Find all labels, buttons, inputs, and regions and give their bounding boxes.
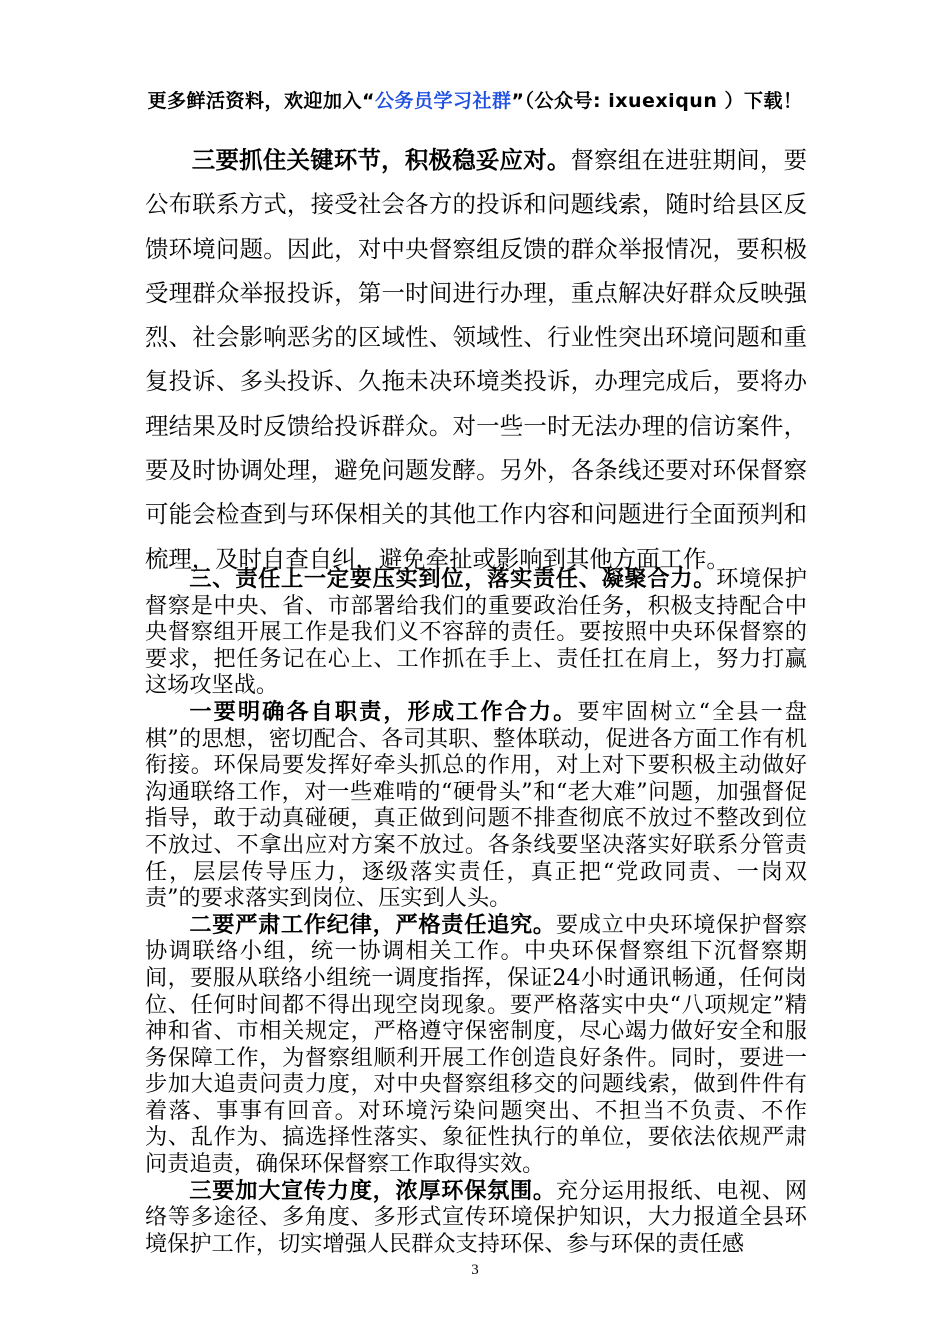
paragraph <box>145 912 807 1178</box>
paragraph-heading: 一要明确各自职责，形成工作合力。 <box>189 698 578 725</box>
paragraph-heading: 二要严肃工作纪律，严格责任追究。 <box>189 911 556 938</box>
paragraph-heading: 三要抓住关键环节，积极稳妥应对。 <box>191 146 571 174</box>
paragraph-text: 充分运用报纸、电视、网络等多途径、多角度、多形式宣传环境保护知识，大力报道全县环境保护工作，切实增强人民群众支持环保、参与环保的责任感 <box>145 1177 808 1257</box>
promo-banner <box>0 86 950 113</box>
paragraph-text: 要牢固树立“全县一盘棋”的思想，密切配合、各司其职、整体联动，促进各方面工作有机衔接。环保局要发挥好牵头抓总的作用，对上对下要积极主动做好沟通联络工作，对一些难啃的“硬骨头”和“老大难”问题，加强督促指导，敢于动真碰硬，真正做到问题不排查彻底不放过不整改到位不放过、不拿出应对方案不放过。各条线要坚决落实好联系分管责任，层层传导压力，逐级落实责任，真正把“党政同责、一岗双责”的要求落实到岗位、压实到人头。 <box>145 698 808 912</box>
paragraph-text: 要成立中央环境保护督察协调联络小组，统一协调相关工作。中央环保督察组下沉督察期间，要服从联络小组统一调度指挥，保证24小时通讯畅通，任何岗位、任何时间都不得出现空岗现象。要严格落实中央“八项规定”精神和省、市相关规定，严格遵守保密制度，尽心竭力做好安全和服务保障工作，为督察组顺利开展工作创造良好条件。同时，要进一步加大追责问责力度，对中央督察组移交的问题线索，做到件件有着落、事事有回音。对环境污染问题突出、不担当不负责、不作为、乱作为、搞选择性落实、象征性执行的单位，要依法依规严肃问责追责，确保环保督察工作取得实效。 <box>145 911 808 1178</box>
paragraph-heading: 三、责任上一定要压实到位，落实责任、凝聚合力。 <box>189 566 717 592</box>
banner-prefix: 更多鲜活资料，欢迎加入“ <box>147 90 376 112</box>
paragraph <box>145 138 807 581</box>
paragraph <box>145 1178 807 1258</box>
community-name-link[interactable]: 公务员学习社群 <box>375 90 512 112</box>
banner-suffix: ”（公众号: ixuexiqun ）下载！ <box>511 90 803 112</box>
paragraph-text: 督察组在进驻期间，要公布联系方式，接受社会各方的投诉和问题线索，随时给县区反馈环境问题。因此，对中央督察组反馈的群众举报情况，要积极受理群众举报投诉，第一时间进行办理，重点解决好群众反映强烈、社会影响恶劣的区域性、领域性、行业性突出环境问题和重复投诉、多头投诉、久拖未决环境类投诉，办理完成后，要将办理结果及时反馈给投诉群众。对一些一时无法办理的信访案件，要及时协调处理，避免问题发酵。另外，各条线还要对环保督察可能会检查到与环保相关的其他工作内容和问题进行全面预判和梳理，及时自查自纠，避免牵扯或影响到其他方面工作。 <box>145 146 808 573</box>
document-body <box>145 566 807 1257</box>
paragraph-heading: 三要加大宣传力度，浓厚环保氛围。 <box>189 1177 556 1204</box>
document-body-top <box>145 138 807 581</box>
paragraph <box>145 566 807 699</box>
paragraph-text: 环境保护督察是中央、省、市部署给我们的重要政治任务，积极支持配合中央督察组开展工作是我们义不容辞的责任。要按照中央环保督察的要求，把任务记在心上、工作抓在手上、责任扛在肩上，努力打赢这场攻坚战。 <box>145 566 807 699</box>
paragraph <box>145 699 807 912</box>
page-number: 3 <box>471 1262 479 1278</box>
